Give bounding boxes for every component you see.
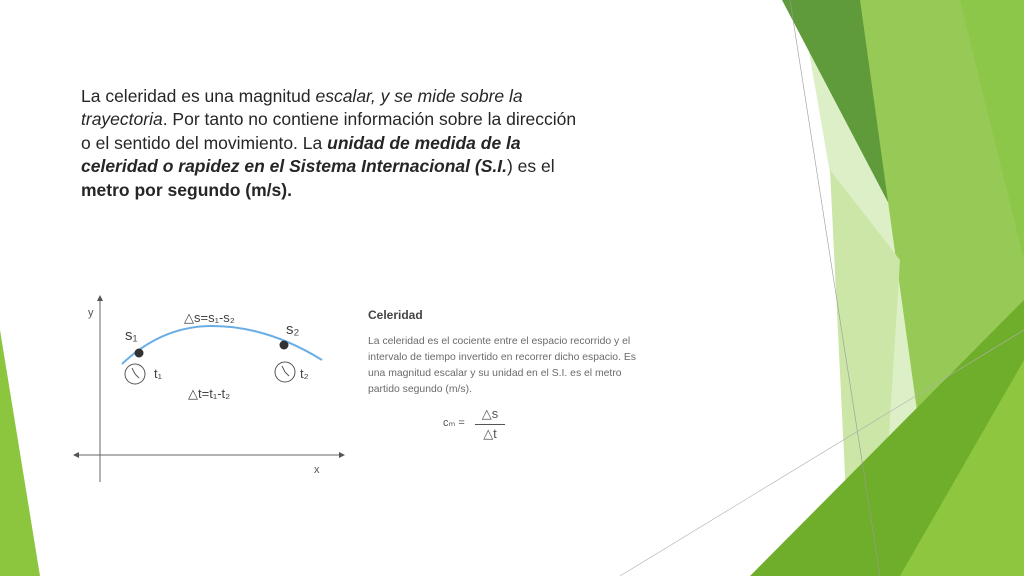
text-normal-3: ) es el	[506, 156, 555, 177]
formula-denominator: △t	[483, 426, 497, 441]
text-bold-italic-unit: unidad de medida de la celeridad o rapidez en el Sistema Internacional (S.I.	[81, 132, 521, 177]
definition-box	[368, 308, 643, 398]
formula-numerator: △s	[481, 406, 499, 421]
y-axis-label: y	[88, 307, 94, 319]
point-s1	[135, 349, 144, 358]
point-s2	[280, 341, 289, 350]
text-normal-2: . Por tanto no contiene información sobre la dirección o el sentido del movimiento. La	[81, 109, 577, 153]
formula-fraction-bar	[475, 424, 505, 425]
delta-t-label: △t=t₁-t₂	[188, 386, 231, 401]
speed-formula	[443, 402, 513, 446]
definition-body: La celeridad es el cociente entre el espacio recorrido y el intervalo de tiempo invertido en recorrer dicho espacio. Es una magnitud escalar y su unidad en el S.I. es el metro partido segundo (m/s).	[368, 336, 636, 395]
trajectory-figure	[62, 292, 352, 492]
t1-label: t₁	[154, 366, 162, 381]
t2-label: t₂	[300, 366, 309, 381]
formula-lhs: cₘ =	[443, 417, 465, 429]
definition-title: Celeridad	[368, 308, 423, 322]
text-bold-mps: metro por segundo (m/s).	[81, 179, 292, 200]
s1-label: s₁	[125, 327, 138, 344]
clock-icon-t1	[125, 364, 145, 384]
body-paragraph	[81, 85, 581, 202]
delta-s-label: △s=s₁-s₂	[184, 310, 235, 325]
clock-icon-t2	[275, 362, 295, 382]
text-italic-scalar: escalar, y se mide sobre la trayectoria	[81, 86, 523, 130]
text-normal-1: La celeridad es una magnitud	[81, 86, 316, 106]
deco-left-wedge	[0, 330, 40, 576]
s2-label: s₂	[286, 321, 300, 338]
x-axis-label: x	[314, 464, 320, 476]
